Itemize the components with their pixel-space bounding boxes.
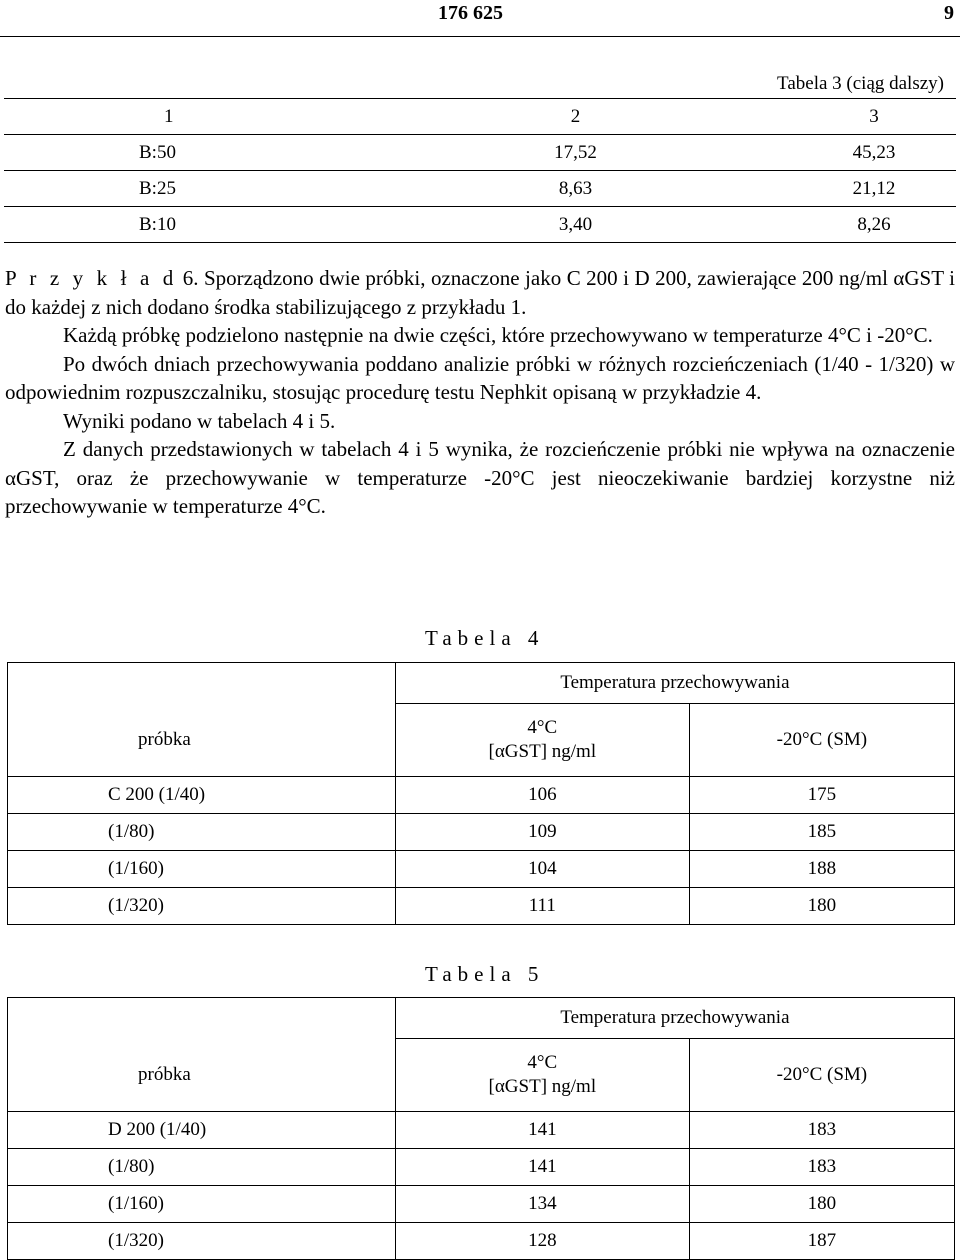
table-header-row [4,99,956,135]
table-cell: 187 [689,1223,954,1260]
table-cell: 141 [395,1149,689,1186]
table-cell: (1/80) [8,1149,396,1186]
table-row [4,207,956,243]
example-heading: P r z y k ł a d [5,266,178,290]
table-cell: C 200 (1/40) [8,777,396,814]
table-header-cell [395,704,689,777]
table-cell: B:25 [4,171,359,207]
table-row [4,135,956,171]
table-cell: 21,12 [652,171,956,207]
table-cell: 185 [689,814,954,851]
table-row [8,1186,955,1223]
table-cell: 183 [689,1149,954,1186]
table-row [8,1149,955,1186]
table-row [8,851,955,888]
table-cell: (1/320) [8,1223,396,1260]
table-cell: (1/320) [8,888,396,925]
table-header-cell [395,1039,689,1112]
table-header-row [8,998,955,1039]
table-header-row [8,663,955,704]
table-header-cell: -20°C (SM) [689,704,954,777]
table-cell: 188 [689,851,954,888]
paragraph-text: 6. Sporządzono dwie próbki, oznaczone jako C 200 i D 200, zawierające 200 ng/ml αGST i do każdej z nich dodano środka stabilizującego z przykładu 1. [5,266,955,319]
table-cell: 128 [395,1223,689,1260]
paragraph: Po dwóch dniach przechowywania poddano analizie próbki w różnych rozcieńczeniach (1/40 - 1/320) w odpowiednim rozpuszczalniku, stosując procedurę testu Nephkit opisaną w przykładzie 4. [5,351,955,404]
table-group-header: Temperatura przechowywania [395,663,954,704]
table-cell: 104 [395,851,689,888]
table-cell: 17,52 [359,135,652,171]
table-cell: 141 [395,1112,689,1149]
table-cell: 8,26 [652,207,956,243]
table-cell: 45,23 [652,135,956,171]
paragraph: Wyniki podano w tabelach 4 i 5. [63,408,336,433]
body-text [5,264,955,521]
page-header [0,2,960,28]
table-cell: 134 [395,1186,689,1223]
header-line: [αGST] ng/ml [488,741,597,762]
table-header-cell: -20°C (SM) [689,1039,954,1112]
table-header-cell [8,663,396,704]
page-number: 9 [944,2,954,24]
paragraph: Każdą próbkę podzielono następnie na dwie części, które przechowywano w temperaturze 4°C i -20°C. [63,323,933,347]
table-group-header: Temperatura przechowywania [395,998,954,1039]
table-row [8,777,955,814]
table-cell: 183 [689,1112,954,1149]
table-cell: 106 [395,777,689,814]
table3 [4,98,956,243]
table-cell: B:10 [4,207,359,243]
table-cell: D 200 (1/40) [8,1112,396,1149]
table-header-cell: próbka [8,704,396,777]
header-rule [0,36,960,37]
table-row [8,814,955,851]
table-cell: 180 [689,1186,954,1223]
table-cell: 175 [689,777,954,814]
table-header-row [8,1039,955,1112]
table-cell: (1/160) [8,851,396,888]
table-cell: 8,63 [359,171,652,207]
table-cell: (1/80) [8,814,396,851]
table4 [7,662,955,925]
table-cell: 111 [395,888,689,925]
paragraph: Z danych przedstawionych w tabelach 4 i 5 wynika, że rozcieńczenie próbki nie wpływa na oznaczenie αGST, oraz że przechowywanie w temperaturze -20°C jest nieoczekiwanie bardziej korzystne niż przechowywanie w temperaturze 4°C. [5,437,955,518]
table-cell: 3,40 [359,207,652,243]
header-line: 4°C [527,1052,558,1073]
table-cell: 180 [689,888,954,925]
table-cell: 109 [395,814,689,851]
table-header-row [8,704,955,777]
table3-caption: Tabela 3 (ciąg dalszy) [777,73,944,94]
table-header-cell: 2 [359,99,652,135]
table-header-cell: 1 [4,99,359,135]
table-header-cell: próbka [8,1039,396,1112]
table-header-cell [8,998,396,1039]
table-cell: B:50 [4,135,359,171]
patent-number: 176 625 [438,2,503,24]
table-header-cell: 3 [652,99,956,135]
paragraph [5,264,955,321]
table5-caption: Tabela 5 [425,962,545,986]
table-row [4,171,956,207]
table4-caption: Tabela 4 [425,626,545,650]
table-row [8,1223,955,1260]
table5 [7,997,955,1260]
table-row [8,888,955,925]
header-line: 4°C [527,717,558,738]
table-row [8,1112,955,1149]
table-cell: (1/160) [8,1186,396,1223]
header-line: [αGST] ng/ml [488,1076,597,1097]
